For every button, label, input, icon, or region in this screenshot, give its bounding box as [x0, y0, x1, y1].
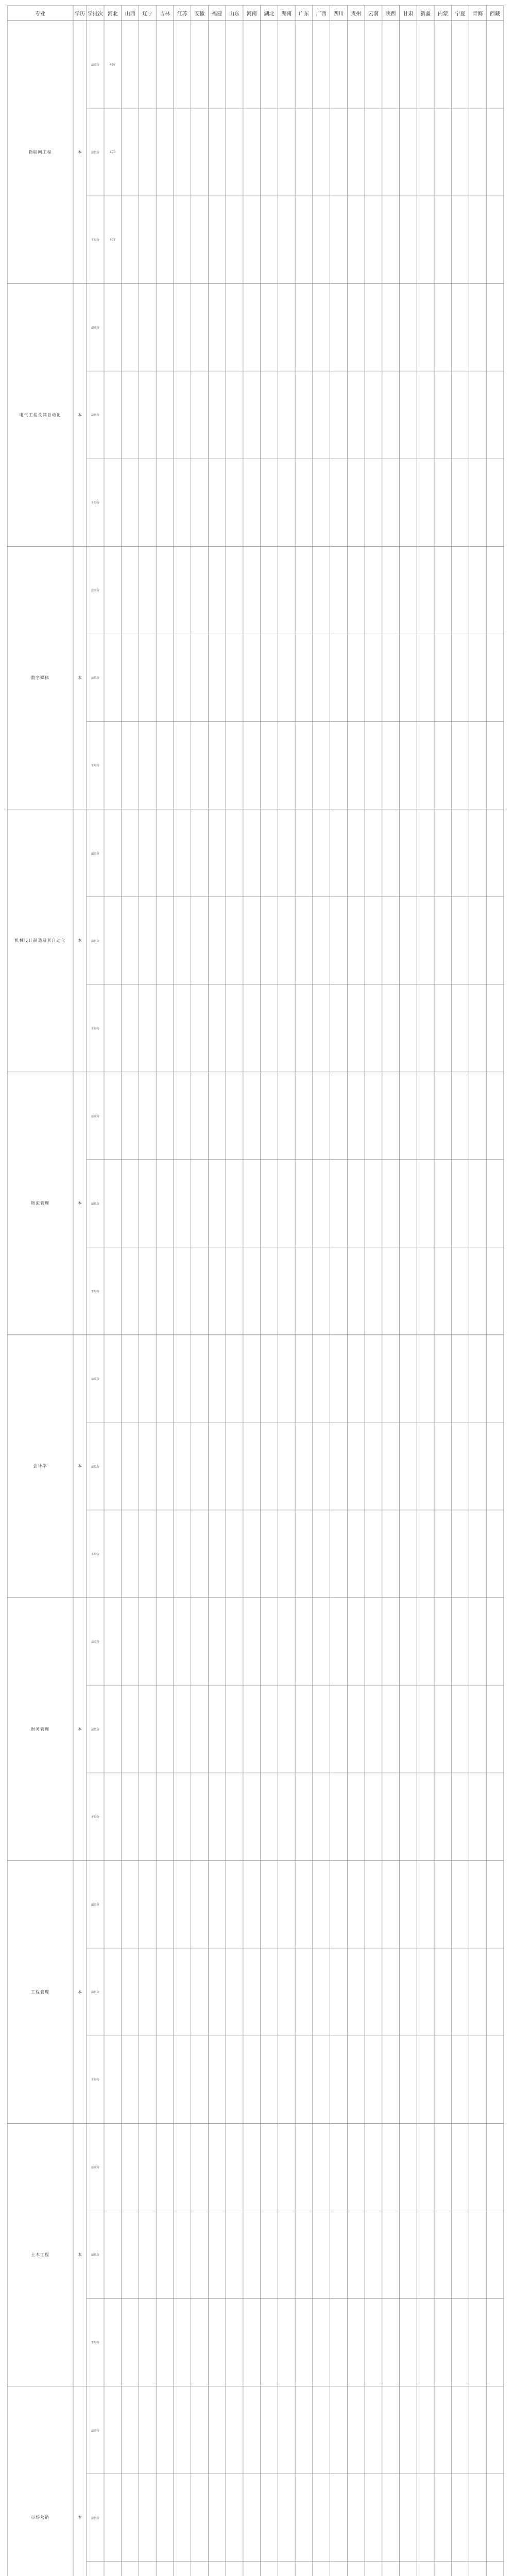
score-type-label: 最高分: [91, 2429, 100, 2432]
degree-label: 本: [78, 1464, 82, 1469]
score-type-label: 最高分: [91, 589, 100, 592]
header-province: 安徽: [194, 11, 205, 17]
score-type-label: 最低分: [91, 2253, 100, 2257]
score-type-label: 平均分: [91, 1290, 100, 1293]
header-province: 内蒙: [437, 11, 448, 17]
score-type-label: 最高分: [91, 2166, 100, 2170]
score-type-label: 最低分: [91, 1465, 100, 1468]
header-province: 云南: [368, 11, 379, 17]
degree-label: 本: [78, 1989, 82, 1994]
header-province: 河北: [107, 11, 118, 17]
score-type-label: 平均分: [91, 501, 100, 505]
score-cell: 487: [110, 62, 116, 66]
major-name: 物联网工程: [28, 149, 52, 155]
header-province: 河南: [246, 11, 257, 17]
header-province: 江苏: [177, 11, 187, 17]
header-province: 山西: [125, 11, 135, 17]
header-province: 贵州: [351, 11, 362, 17]
header-province: 新疆: [420, 11, 431, 17]
header-province: 陕西: [385, 11, 396, 17]
score-type-label: 最高分: [91, 1377, 100, 1381]
score-type-label: 平均分: [91, 2078, 100, 2082]
degree-label: 本: [78, 2252, 82, 2257]
score-type-label: 平均分: [91, 764, 100, 768]
degree-label: 本: [78, 2515, 82, 2520]
header-province: 青海: [472, 11, 483, 17]
major-name: 财务管理: [31, 1726, 49, 1732]
score-type-label: 最低分: [91, 676, 100, 680]
header-province: 湖北: [264, 11, 274, 17]
header-province: 广西: [316, 11, 327, 17]
score-type-label: 最低分: [91, 1202, 100, 1206]
header-province: 四川: [333, 11, 344, 17]
degree-label: 本: [78, 412, 82, 417]
score-type-label: 最低分: [91, 2516, 100, 2520]
header-score-type: 学批次: [88, 11, 103, 17]
score-type-label: 最低分: [91, 939, 100, 943]
score-type-label: 最高分: [91, 852, 100, 855]
score-type-label: 平均分: [91, 238, 100, 242]
degree-label: 本: [78, 1726, 82, 1732]
score-table: [7, 5, 504, 2576]
header-major: 专业: [35, 11, 45, 17]
degree-label: 本: [78, 149, 82, 155]
degree-label: 本: [78, 675, 82, 680]
major-name: 工程管理: [31, 1989, 49, 1994]
score-type-label: 平均分: [91, 1027, 100, 1030]
score-type-label: 平均分: [91, 1815, 100, 1819]
score-type-label: 最低分: [91, 413, 100, 417]
score-type-label: 最高分: [91, 326, 100, 330]
score-type-label: 平均分: [91, 2341, 100, 2345]
degree-label: 本: [78, 1201, 82, 1206]
score-type-label: 最高分: [91, 1903, 100, 1907]
major-name: 物流管理: [31, 1201, 49, 1206]
score-type-label: 最高分: [91, 1640, 100, 1644]
score-type-label: 最低分: [91, 1727, 100, 1732]
score-type-label: 最低分: [91, 150, 100, 155]
score-type-label: 最高分: [91, 63, 100, 67]
score-type-label: 平均分: [91, 1552, 100, 1556]
major-name: 数字媒体: [31, 675, 49, 680]
header-province: 湖南: [281, 11, 292, 17]
header-province: 山东: [229, 11, 240, 17]
major-name: 市场营销: [31, 2515, 49, 2520]
header-province: 吉林: [160, 11, 170, 17]
degree-label: 本: [78, 938, 82, 943]
header-province: 西藏: [490, 11, 501, 17]
header-degree: 学历: [75, 11, 85, 17]
major-name: 电气工程及其自动化: [19, 412, 61, 417]
header-province: 福建: [212, 11, 222, 17]
header-province: 宁夏: [455, 11, 466, 17]
header-province: 辽宁: [142, 11, 153, 17]
score-type-label: 最低分: [91, 1990, 100, 1994]
major-name: 会计学: [33, 1464, 47, 1469]
score-cell: 477: [110, 238, 116, 242]
header-province: 甘肃: [403, 11, 414, 17]
score-type-label: 最高分: [91, 1114, 100, 1118]
score-cell: 470: [110, 150, 116, 154]
major-name: 土木工程: [31, 2252, 49, 2257]
score-type-label: [88, 2566, 104, 2576]
header-province: 广东: [298, 11, 309, 17]
major-name: 机械设计制造及其自动化: [14, 938, 66, 943]
